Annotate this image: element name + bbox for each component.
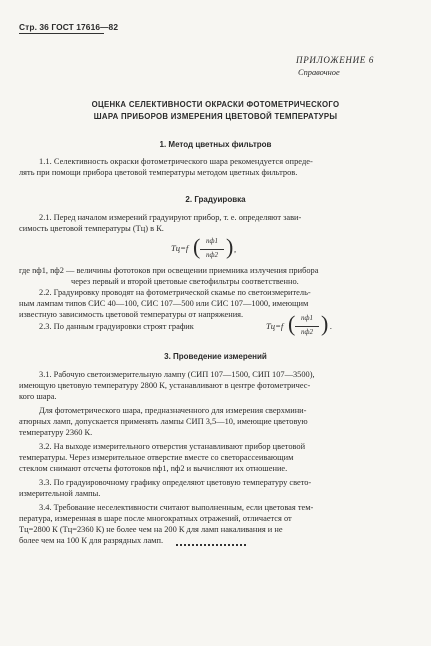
- document-title-line-2: ШАРА ПРИБОРОВ ИЗМЕРЕНИЯ ЦВЕТОВОЙ ТЕМПЕРАТУРЫ: [93, 112, 338, 121]
- formula-paren-open: (: [193, 234, 201, 259]
- page-header: Стр. 36 ГОСТ 17616—82: [19, 22, 119, 32]
- formula2-paren-open: (: [288, 311, 296, 336]
- formula2-tail: .: [330, 321, 333, 331]
- section-heading-1: 1. Метод цветных фильтров: [159, 140, 272, 149]
- formula2-lhs: Тц=f: [266, 321, 284, 331]
- formula2-numerator: nф1: [301, 314, 313, 322]
- paragraph-3-1-line-2: имеющую цветовую температуру 2800 К, устанавливают в центре фотометричес-: [19, 381, 311, 390]
- paragraph-2-2-line-3: известную зависимость цветовой температуры от напряжения.: [19, 310, 244, 319]
- paragraph-1-1-line-1: 1.1. Селективность окраски фотометрического шара рекомендуется опреде-: [39, 157, 313, 166]
- paragraph-2-1-line-1: 2.1. Перед началом измерений градуируют прибор, т. е. определяют зави-: [39, 213, 302, 222]
- document-title-line-1: ОЦЕНКА СЕЛЕКТИВНОСТИ ОКРАСКИ ФОТОМЕТРИЧЕСКОГО: [91, 100, 340, 109]
- formula2-fraction-bar: [295, 326, 319, 327]
- formula-denominator: nф2: [206, 251, 218, 259]
- paragraph-1-1-line-2: лять при помощи прибора цветовой температуры методом цветных фильтров.: [19, 168, 298, 177]
- paragraph-2-2-line-1: 2.2. Градуировку проводят на фотометрической скамье по светоизмеритель-: [39, 288, 311, 297]
- paragraph-2-2-line-2: ным лампам типов СИС 40—100, СИС 107—500 или СИС 107—1000, имеющим: [19, 299, 309, 308]
- formula2-paren-close: ): [321, 311, 329, 336]
- paragraph-3-3-line-2: измерительной лампы.: [19, 489, 101, 498]
- paragraph-3-4-line-2: пература, измеренная в шаре после многократных отражений, отличается от: [19, 514, 292, 523]
- paragraph-3-1b-line-3: температуру 2360 К.: [19, 428, 93, 437]
- where-line-2: через первый и второй цветовые светофильтры соответственно.: [71, 277, 299, 286]
- paragraph-2-3: 2.3. По данным градуировки строят график: [39, 322, 194, 331]
- formula-paren-close: ): [226, 234, 234, 259]
- paragraph-3-1-line-1: 3.1. Рабочую светоизмерительную лампу (СИП 107—1500, СИП 107—3500),: [39, 370, 315, 379]
- paragraph-2-1-line-2: симость цветовой температуры (Тц) в К.: [19, 224, 164, 233]
- paragraph-3-2-line-3: стеклом снимают отсчеты фототоков nф1, nф2 и вычисляют их отношение.: [19, 464, 288, 473]
- paragraph-3-1b-line-1: Для фотометрического шара, предназначенного для измерения сверхмини-: [39, 406, 307, 415]
- paragraph-3-4-line-4: более чем на 100 К для разрядных ламп.: [19, 536, 164, 545]
- paragraph-3-2-line-2: температуры. Через измерительное отверстие вместе со светорассеивающим: [19, 453, 294, 462]
- paragraph-3-4-line-1: 3.4. Требование неселективности считают выполненным, если цветовая тем-: [39, 503, 314, 512]
- formula-fraction-bar: [200, 249, 224, 250]
- section-heading-2: 2. Градуировка: [185, 195, 246, 204]
- paragraph-3-1b-line-2: атюрных ламп, допускается применять лампы СИП 3,5—10, имеющие цветовую: [19, 417, 308, 426]
- paragraph-3-3-line-1: 3.3. По градуировочному графику определяют цветовую температуру свето-: [39, 478, 312, 487]
- paragraph-3-4-line-3: Тц=2800 К (Тц=2360 К) не более чем на 200 К для ламп накаливания и не: [19, 525, 283, 534]
- header-rule: [19, 33, 104, 34]
- where-line-1: где nф1, nф2 — величины фототоков при освещении приемника излучения прибора: [19, 266, 319, 275]
- formula-numerator: nф1: [206, 237, 218, 245]
- formula-tail: ,: [234, 244, 237, 254]
- paragraph-3-2-line-1: 3.2. На выходе измерительного отверстия устанавливают прибор цветовой: [39, 442, 306, 451]
- appendix-label: ПРИЛОЖЕНИЕ 6: [296, 55, 375, 65]
- appendix-kind: Справочное: [298, 68, 340, 77]
- paragraph-3-1-line-3: кого шара.: [19, 392, 57, 401]
- formula-lhs: Тц=f: [171, 243, 189, 253]
- section-heading-3: 3. Проведение измерений: [164, 352, 267, 361]
- end-separator: [176, 544, 246, 546]
- formula2-denominator: nф2: [301, 328, 313, 336]
